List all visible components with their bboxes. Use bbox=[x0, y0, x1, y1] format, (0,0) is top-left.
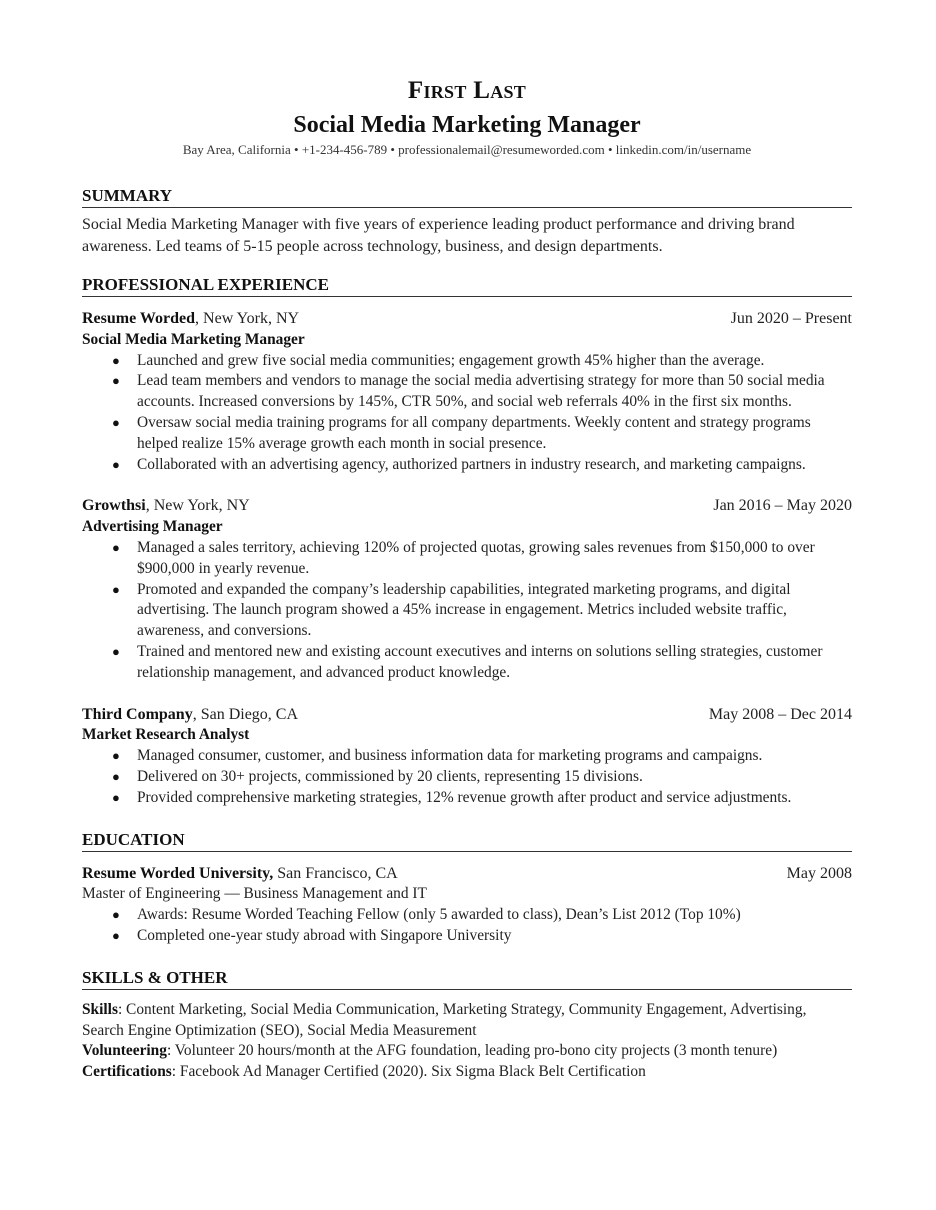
school-location: San Francisco, CA bbox=[273, 864, 398, 882]
bullet-text: Promoted and expanded the company’s leadership capabilities, integrated marketing programs, and digital advertising. The launch program showed a 45% increase in engagement. Metrics included website traffic, awareness, and conversions. bbox=[137, 580, 791, 640]
bullet-text: Lead team members and vendors to manage the social media advertising strategy for more than 50 social media accounts. Increased conversions by 145%, CTR 50%, and social web referrals 40% in the first six months. bbox=[137, 372, 825, 411]
education-header bbox=[82, 864, 852, 885]
candidate-name: First Last bbox=[407, 77, 527, 104]
job-header bbox=[82, 309, 852, 330]
job-dates: Jan 2016 – May 2020 bbox=[713, 497, 852, 515]
bullet-item bbox=[82, 767, 852, 788]
skills-label: Volunteering bbox=[82, 1042, 167, 1060]
skills-item bbox=[82, 1000, 852, 1042]
company-line bbox=[82, 496, 250, 517]
summary-text: Social Media Marketing Manager with five years of experience leading product performance and driving brand awareness. Led teams of 5-15 people across technology, business, and design departments. bbox=[82, 216, 795, 255]
bullet-icon: ● bbox=[112, 456, 120, 472]
job-bullets bbox=[82, 351, 852, 476]
skills-item bbox=[82, 1062, 852, 1083]
school-line bbox=[82, 864, 398, 885]
bullet-text: Launched and grew five social media communities; engagement growth 45% higher than the average. bbox=[137, 351, 765, 369]
job-entry bbox=[82, 496, 852, 683]
skills-section bbox=[82, 967, 852, 1083]
bullet-icon: ● bbox=[112, 748, 120, 764]
job-list bbox=[82, 309, 852, 809]
section-heading: EDUCATION bbox=[82, 829, 852, 852]
bullet-item bbox=[82, 351, 852, 372]
company-name: Growthsi bbox=[82, 497, 146, 515]
experience-section bbox=[82, 274, 852, 809]
job-bullets bbox=[82, 746, 852, 808]
education-bullets bbox=[82, 905, 852, 947]
bullet-item bbox=[82, 642, 852, 684]
bullet-icon: ● bbox=[112, 927, 120, 943]
company-location: , New York, NY bbox=[195, 310, 300, 327]
company-name: Third Company bbox=[82, 705, 193, 723]
company-name: Resume Worded bbox=[82, 310, 196, 327]
bullet-item bbox=[82, 905, 852, 926]
company-location: , San Diego, CA bbox=[192, 705, 299, 723]
bullet-item bbox=[82, 538, 852, 580]
contact-line: Bay Area, California • +1-234-456-789 • professionalemail@resumeworded.com • linkedin.com/in/username bbox=[182, 142, 752, 157]
section-heading: SUMMARY bbox=[82, 185, 852, 208]
job-dates: Jun 2020 – Present bbox=[730, 310, 852, 327]
company-line bbox=[82, 705, 298, 726]
bullet-text: Completed one-year study abroad with Singapore University bbox=[137, 926, 512, 944]
bullet-text: Managed consumer, customer, and business information data for marketing programs and campaigns. bbox=[137, 747, 763, 765]
skills-text: : Content Marketing, Social Media Communication, Marketing Strategy, Community Engagement, Advertising, Search Engine Optimization (SEO), Social Media Measurement bbox=[82, 1000, 807, 1039]
bullet-item bbox=[82, 413, 852, 455]
bullet-icon: ● bbox=[112, 768, 120, 784]
bullet-text: Trained and mentored new and existing account executives and interns on solutions selling strategies, customer relationship management, and advanced product knowledge. bbox=[137, 642, 823, 681]
bullet-text: Delivered on 30+ projects, commissioned by 20 clients, representing 15 divisions. bbox=[137, 767, 643, 785]
job-dates: May 2008 – Dec 2014 bbox=[708, 705, 852, 723]
skills-item bbox=[82, 1041, 852, 1062]
bullet-text: Provided comprehensive marketing strategies, 12% revenue growth after product and service adjustments. bbox=[137, 788, 792, 806]
bullet-icon: ● bbox=[112, 373, 120, 389]
job-header bbox=[82, 496, 852, 517]
bullet-icon: ● bbox=[112, 581, 120, 597]
job-entry bbox=[82, 309, 852, 475]
job-entry bbox=[82, 705, 852, 809]
summary-section bbox=[82, 185, 852, 257]
bullet-icon: ● bbox=[112, 907, 120, 923]
job-header bbox=[82, 705, 852, 726]
bullet-item bbox=[82, 788, 852, 809]
bullet-icon: ● bbox=[112, 789, 120, 805]
job-role: Advertising Manager bbox=[82, 518, 223, 536]
bullet-icon: ● bbox=[112, 352, 120, 368]
education-section bbox=[82, 829, 852, 947]
section-heading: PROFESSIONAL EXPERIENCE bbox=[82, 274, 852, 297]
bullet-text: Collaborated with an advertising agency, authorized partners in industry research, and marketing campaigns. bbox=[137, 455, 806, 473]
bullet-item bbox=[82, 371, 852, 413]
skills-list bbox=[82, 1000, 852, 1083]
job-role: Market Research Analyst bbox=[82, 726, 250, 744]
skills-label: Certifications bbox=[82, 1063, 172, 1081]
school-name: Resume Worded University, bbox=[82, 864, 274, 882]
skills-text: : Volunteer 20 hours/month at the AFG foundation, leading pro-bono city projects (3 month tenure) bbox=[166, 1042, 778, 1060]
bullet-text: Oversaw social media training programs for all company departments. Weekly content and strategy programs helped realize 15% average growth each month in social presence. bbox=[137, 413, 811, 452]
graduation-date: May 2008 bbox=[786, 864, 852, 882]
company-location: , New York, NY bbox=[145, 497, 250, 515]
company-line bbox=[82, 309, 299, 330]
bullet-icon: ● bbox=[112, 539, 120, 555]
resume-page bbox=[82, 74, 852, 1083]
bullet-item bbox=[82, 746, 852, 767]
candidate-title: Social Media Marketing Manager bbox=[293, 112, 641, 138]
degree: Master of Engineering — Business Management and IT bbox=[82, 885, 427, 903]
bullet-text: Awards: Resume Worded Teaching Fellow (only 5 awarded to class), Dean’s List 2012 (Top 10%) bbox=[137, 906, 741, 924]
bullet-icon: ● bbox=[112, 414, 120, 430]
job-role: Social Media Marketing Manager bbox=[82, 330, 305, 348]
skills-text: : Facebook Ad Manager Certified (2020). Six Sigma Black Belt Certification bbox=[171, 1063, 646, 1081]
section-heading: SKILLS & OTHER bbox=[82, 967, 852, 990]
bullet-item bbox=[82, 455, 852, 476]
bullet-item bbox=[82, 580, 852, 642]
bullet-text: Managed a sales territory, achieving 120% of projected quotas, growing sales revenues from $150,000 to over $900,000 in yearly revenue. bbox=[137, 538, 815, 577]
bullet-icon: ● bbox=[112, 643, 120, 659]
job-bullets bbox=[82, 538, 852, 684]
skills-label: Skills bbox=[82, 1000, 118, 1018]
bullet-item bbox=[82, 926, 852, 947]
